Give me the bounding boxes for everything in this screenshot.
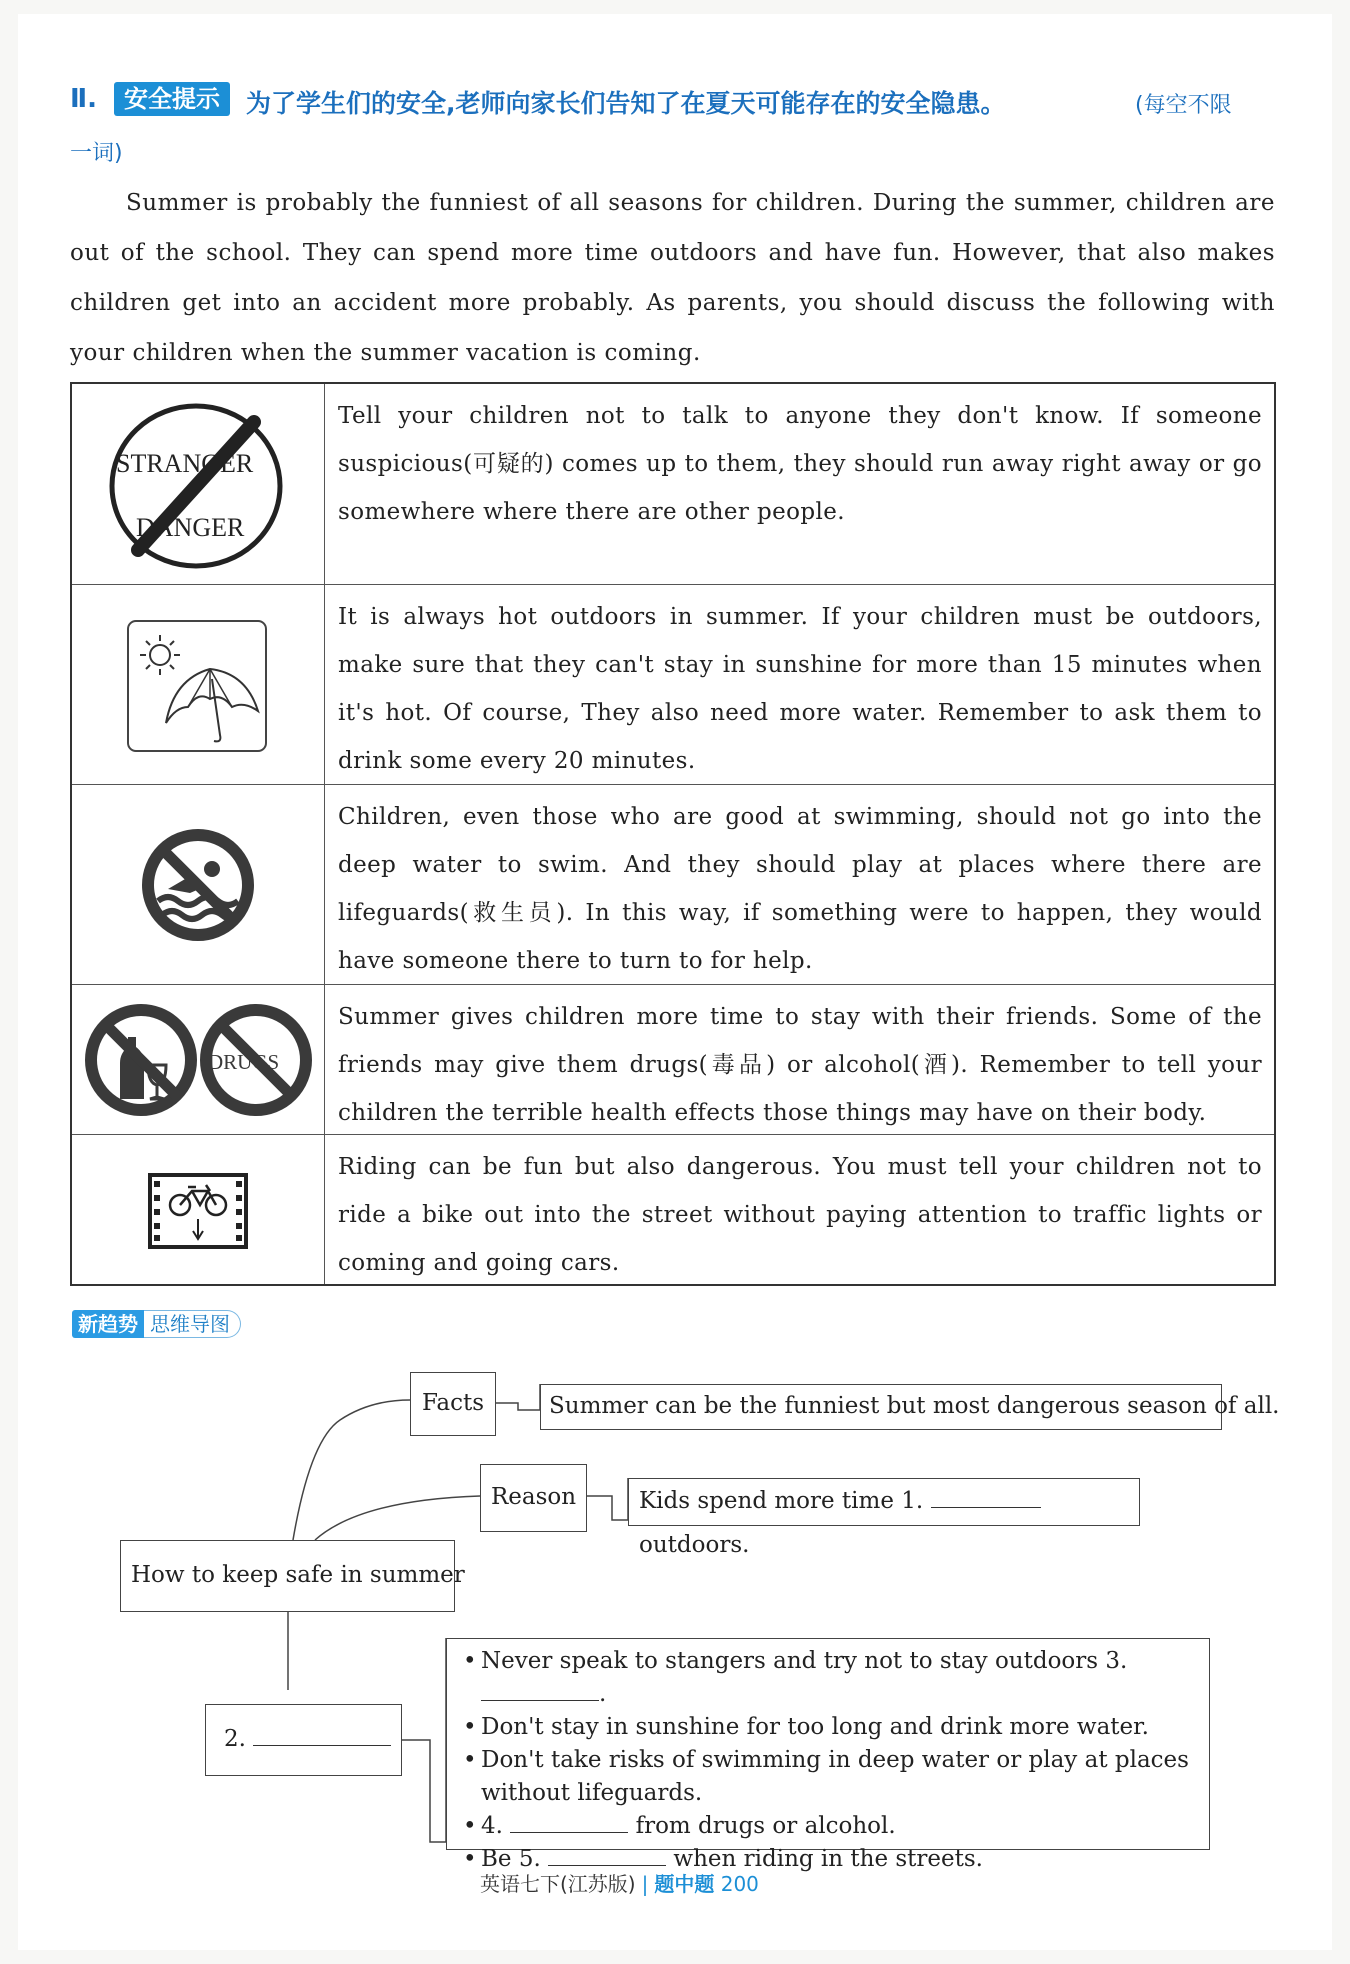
section-note: (每空不限 [1135,93,1232,118]
facts-node: Facts [410,1372,496,1436]
tip-text: Tell your children not to talk to anyone they don't know. If someone suspicious(可疑的) comes up to them, they should run away right away or go somewhere where there are other people. [338,403,1262,525]
mindmap-badge-sub: 思维导图 [144,1310,241,1338]
section-tag: 安全提示 [114,82,230,116]
list-item: • Never speak to stangers and try not to stay outdoors 3. . [457,1645,1199,1711]
answer-blank-4[interactable] [510,1810,628,1833]
book-title: 英语七下(江苏版) [480,1872,636,1896]
reason-text-box: Kids spend more time 1. outdoors. [628,1478,1140,1526]
reason-node: Reason [480,1464,587,1532]
list-item: • Don't take risks of swimming in deep water or play at places without lifeguards. [457,1744,1199,1810]
tip-text: Children, even those who are good at swimming, should not go into the deep water to swim. And they should play at places where there are lifeguards(救生员). In this way, if something were to happen, they would have someone there to turn to for help. [338,804,1262,974]
list-item: • Don't stay in sunshine for too long and drink more water. [457,1711,1199,1744]
safety-tips-box [446,1638,1210,1872]
svg-text:DRUGS: DRUGS [208,1050,280,1074]
page-number: 200 [720,1872,759,1896]
facts-text-box: Summer can be the funniest but most dangerous season of all. [540,1384,1222,1430]
page-footer: 英语七下(江苏版) | 题中题 200 [480,1872,759,1896]
svg-text:STRANGER: STRANGER [116,449,254,478]
tip-text: It is always hot outdoors in summer. If your children must be outdoors, make sure that they can't stay in sunshine for more than 15 minutes when it's hot. Of course, They also need more water. Remember to ask them to drink some every 20 minutes. [338,604,1262,774]
answer-blank-2[interactable] [253,1723,391,1746]
answer-blank-5[interactable] [548,1843,666,1866]
answer-blank-3[interactable] [481,1678,599,1701]
list-item: • 4. from drugs or alcohol. [457,1810,1199,1843]
svg-text:DANGER: DANGER [136,513,245,542]
tip-text: Summer gives children more time to stay with their friends. Some of the friends may give them drugs(毒品) or alcohol(酒). Remember to tell your children the terrible health effects those things may have on their body. [338,1004,1262,1126]
question-2-node: 2. [205,1704,402,1776]
intro-paragraph: Summer is probably the funniest of all seasons for children. During the summer, children are out of the school. They can spend more time outdoors and have fun. However, that also makes children get into an accident more probably. As parents, you should discuss the following with your children when the summer vacation is coming. [70,190,1275,366]
mindmap-center-node: How to keep safe in summer [120,1540,455,1612]
tip-text: Riding can be fun but also dangerous. You must tell your children not to ride a bike out into the street without paying attention to traffic lights or coming and going cars. [338,1154,1262,1276]
section-number: Ⅱ. [70,84,98,114]
safety-tips-list [457,1645,1199,1876]
section-instruction: 为了学生们的安全,老师向家长们告知了在夏天可能存在的安全隐患。 [246,89,1006,118]
mindmap-badge-main: 新趋势 [72,1310,144,1338]
brand-name: 题中题 [654,1872,715,1896]
list-item: • Be 5. when riding in the streets. [457,1843,1199,1876]
section-note-continued: 一词) [70,141,123,166]
answer-blank-1[interactable] [931,1485,1041,1508]
